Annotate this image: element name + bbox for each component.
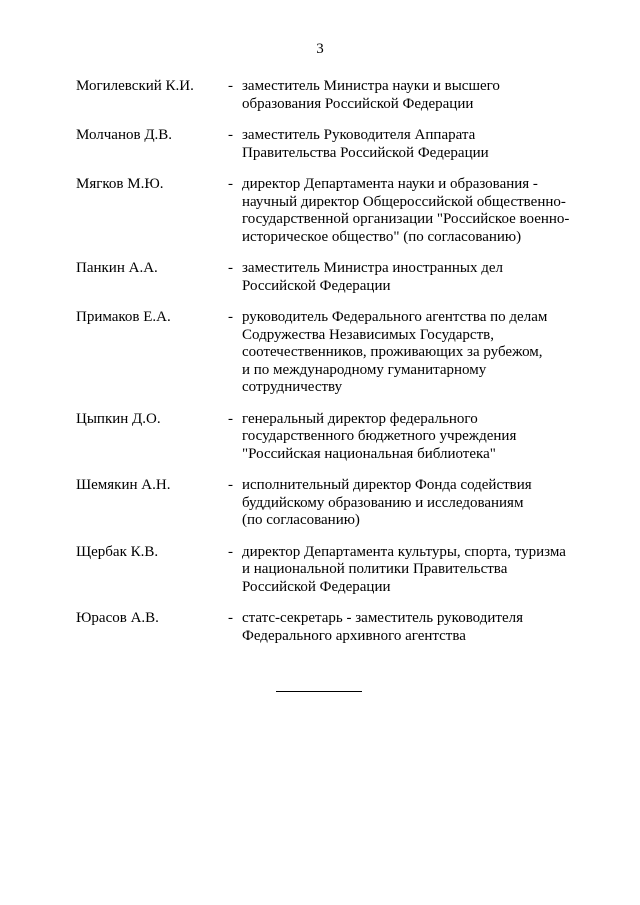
- position-line: Федерального архивного агентства: [242, 627, 466, 644]
- member-name: Примаков Е.А.: [76, 309, 171, 325]
- position-line: Содружества Независимых Государств,: [242, 326, 494, 343]
- member-position: [242, 411, 596, 464]
- position-line: директор Департамента науки и образования -: [242, 176, 538, 192]
- member-entry: [76, 411, 596, 464]
- member-name: Цыпкин Д.О.: [76, 410, 161, 427]
- member-position: [242, 477, 596, 530]
- member-name: Мягков М.Ю.: [76, 176, 164, 192]
- member-position: [242, 610, 596, 645]
- member-name: Панкин А.А.: [76, 260, 158, 276]
- member-position: [242, 78, 596, 113]
- member-name: Молчанов Д.В.: [76, 127, 173, 143]
- member-position: [242, 260, 596, 295]
- member-entry: [76, 309, 596, 397]
- member-list: [76, 78, 596, 659]
- separator-dash: -: [228, 176, 233, 192]
- position-line: исполнительный директор Фонда содействия: [242, 477, 532, 493]
- member-position: [242, 309, 596, 397]
- member-name: Юрасов А.В.: [76, 610, 159, 626]
- separator-dash: -: [228, 309, 233, 325]
- position-line: государственной организации "Российское военно-: [242, 211, 570, 227]
- separator-dash: -: [228, 610, 233, 626]
- member-name: Шемякин А.Н.: [76, 477, 171, 493]
- position-line: и национальной политики Правительства: [242, 561, 508, 577]
- member-position: [242, 176, 596, 246]
- separator-dash: -: [228, 260, 233, 276]
- member-entry: [76, 127, 596, 162]
- separator-dash: -: [228, 543, 233, 560]
- position-line: заместитель Министра науки и высшего: [242, 78, 500, 94]
- position-line: государственного бюджетного учреждения: [242, 428, 517, 444]
- position-line: соотечественников, проживающих за рубежом,: [242, 344, 543, 360]
- position-line: директор Департамента культуры, спорта, туризма: [242, 543, 566, 560]
- position-line: сотрудничеству: [242, 379, 343, 395]
- member-position: [242, 544, 596, 597]
- member-name: Щербак К.В.: [76, 543, 159, 560]
- member-entry: [76, 610, 596, 645]
- member-entry: [76, 176, 596, 246]
- page-number: 3: [316, 41, 324, 57]
- member-entry: [76, 477, 596, 530]
- end-rule-divider: [276, 691, 362, 692]
- position-line: руководитель Федерального агентства по делам: [242, 309, 548, 325]
- position-line: (по согласованию): [242, 512, 360, 528]
- position-line: Российской Федерации: [242, 277, 391, 294]
- position-line: "Российская национальная библиотека": [242, 445, 496, 462]
- position-line: образования Российской Федерации: [242, 95, 474, 112]
- separator-dash: -: [228, 78, 233, 94]
- member-entry: [76, 260, 596, 295]
- position-line: и по международному гуманитарному: [242, 361, 487, 378]
- position-line: буддийскому образованию и исследованиям: [242, 494, 524, 511]
- member-name: Могилевский К.И.: [76, 78, 194, 94]
- position-line: заместитель Министра иностранных дел: [242, 260, 503, 276]
- position-line: историческое общество" (по согласованию): [242, 228, 522, 245]
- position-line: Правительства Российской Федерации: [242, 144, 489, 161]
- member-entry: [76, 78, 596, 113]
- position-line: заместитель Руководителя Аппарата: [242, 127, 476, 143]
- position-line: научный директор Общероссийской общественно-: [242, 193, 566, 210]
- separator-dash: -: [228, 410, 233, 427]
- position-line: статс-секретарь - заместитель руководителя: [242, 610, 524, 626]
- member-entry: [76, 544, 596, 597]
- member-position: [242, 127, 596, 162]
- separator-dash: -: [228, 127, 233, 143]
- position-line: Российской Федерации: [242, 578, 391, 595]
- position-line: генеральный директор федерального: [242, 410, 478, 427]
- separator-dash: -: [228, 477, 233, 493]
